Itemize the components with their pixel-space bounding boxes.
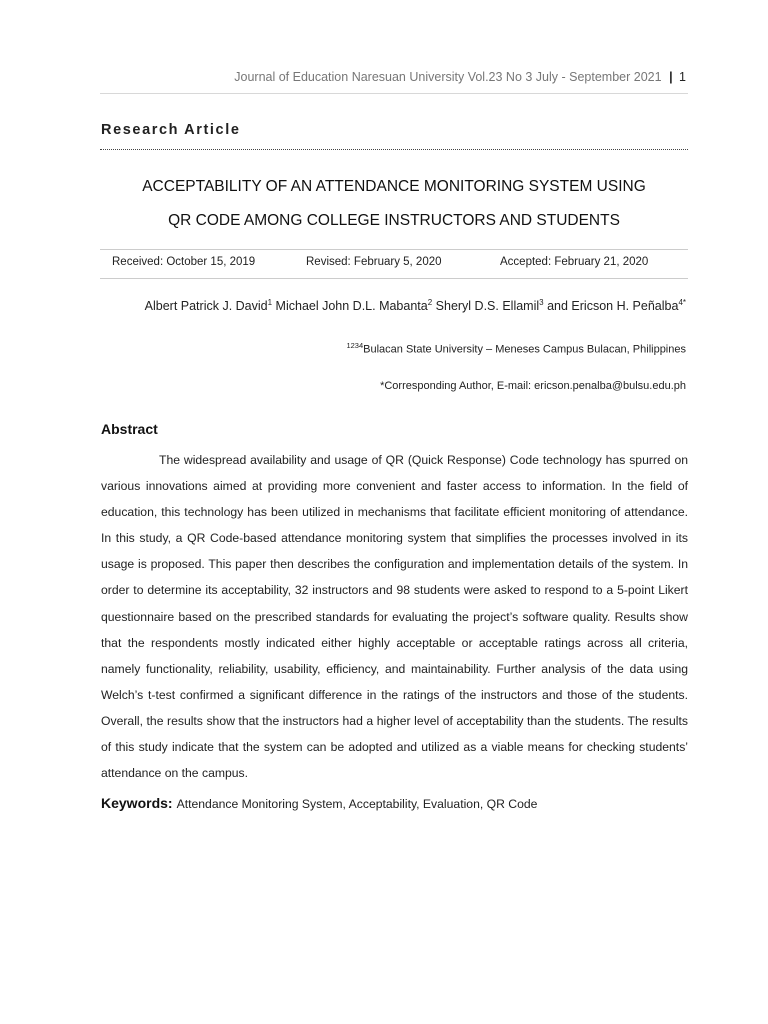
- page-number: 1: [679, 70, 686, 84]
- author-affiliation-mark: 4*: [678, 298, 686, 307]
- article-type-label: Research Article: [101, 122, 241, 138]
- article-title: [100, 170, 688, 238]
- author-name: and Ericson H. Peñalba: [547, 299, 679, 314]
- author-name: Albert Patrick J. David: [144, 299, 268, 314]
- header-divider: [100, 93, 688, 94]
- revised-date: Revised: February 5, 2020: [306, 256, 442, 268]
- abstract-heading: Abstract: [101, 421, 158, 437]
- author-affiliation-mark: 2: [427, 298, 433, 307]
- author-affiliation-mark: 1: [267, 298, 273, 307]
- keywords-label: Keywords:: [101, 795, 173, 811]
- author-affiliation-mark: 3: [539, 298, 544, 307]
- accepted-date: Accepted: February 21, 2020: [500, 256, 649, 268]
- keywords-section: [101, 795, 688, 811]
- author-name: Michael John D.L. Mabanta: [275, 299, 428, 314]
- dates-divider-top: [100, 249, 688, 250]
- abstract-body: The widespread availability and usage of QR (Quick Response) Code technology has spurred on various innovations aimed at providing more convenient and faster access to information. In the field of education, this technology has been utilized in mechanisms that facilitate efficient monitoring of attendance. In this study, a QR Code-based attendance monitoring system that simplifies the processes involved in its usage is proposed. This paper then describes the configuration and implementation details of the system. In order to determine its acceptability, 32 instructors and 98 students were asked to respond to a 5-point Likert questionnaire based on the prescribed standards for evaluating the project’s software quality. Results show that the respondents mostly indicated either highly acceptable or acceptable ratings across all criteria, namely functionality, reliability, usability, efficiency, and maintainability. Further analysis of the data using Welch’s t-test confirmed a significant difference in the ratings of the instructors and those of the students. Overall, the results show that the instructors had a higher level of acceptability than the students. The results of this study indicate that the system can be adopted and utilized as a viable means for checking students’ attendance on the campus.: [101, 453, 688, 781]
- affiliation-text: Bulacan State University – Meneses Campus Bulacan, Philippines: [363, 343, 686, 356]
- running-header: [100, 70, 686, 84]
- corresponding-author: *Corresponding Author, E-mail: ericson.penalba@bulsu.edu.ph: [380, 380, 686, 392]
- dotted-divider: [100, 149, 688, 150]
- dates-divider-bottom: [100, 278, 688, 279]
- received-date: Received: October 15, 2019: [112, 256, 256, 268]
- page-separator: |: [669, 70, 673, 84]
- author-name: Sheryl D.S. Ellamil: [435, 299, 540, 314]
- keywords-text: Attendance Monitoring System, Acceptability, Evaluation, QR Code: [176, 797, 538, 811]
- journal-citation: Journal of Education Naresuan University Vol.23 No 3 July - September 2021: [234, 70, 662, 84]
- title-line-2: QR CODE AMONG COLLEGE INSTRUCTORS AND STUDENTS: [168, 212, 620, 229]
- author-list: [145, 298, 686, 313]
- author-affiliation: [346, 341, 686, 356]
- title-line-1: ACCEPTABILITY OF AN ATTENDANCE MONITORING SYSTEM USING: [142, 178, 646, 195]
- affiliation-mark: 1234: [346, 341, 364, 350]
